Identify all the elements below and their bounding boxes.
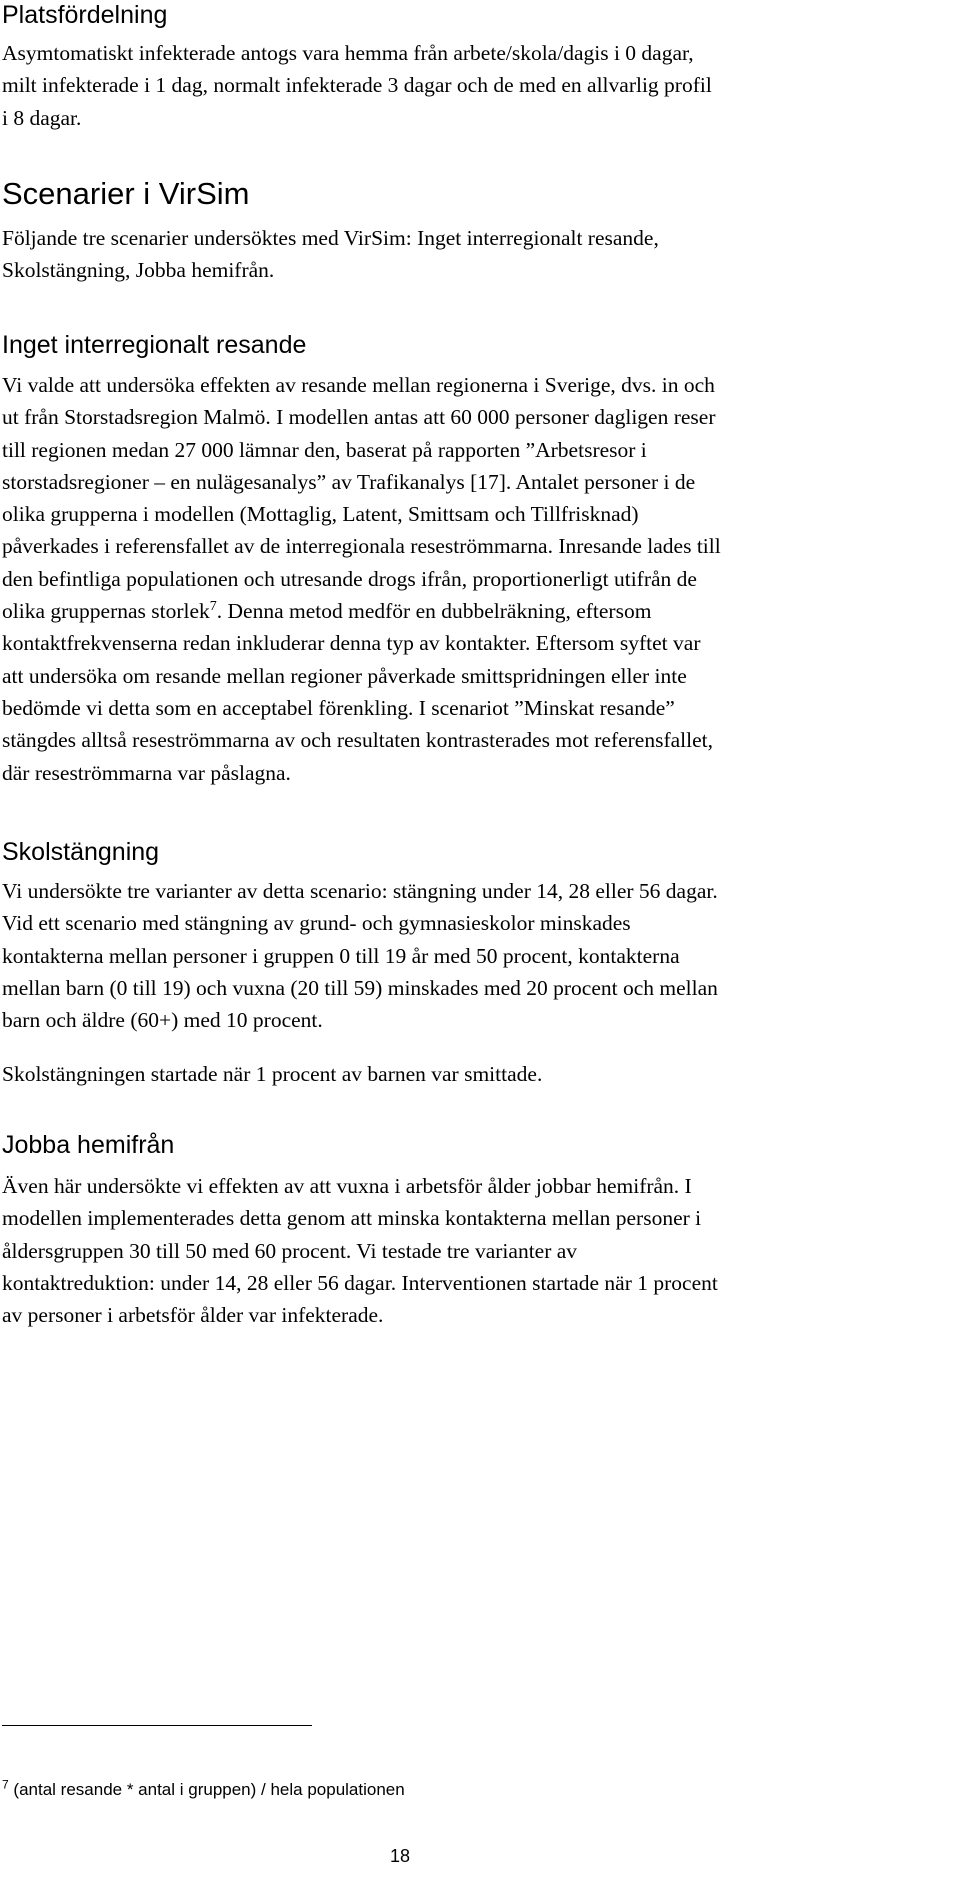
text-line: Skolstängning, Jobba hemifrån. — [2, 258, 275, 283]
text-line: där reseströmmarna var påslagna. — [2, 760, 291, 785]
text-line: Vi valde att undersöka effekten av resande mellan regionerna i Sverige, dvs. in och — [2, 373, 715, 397]
text-line: stängdes alltså reseströmmarna av och resultaten kontrasterades mot referensfallet, — [2, 728, 714, 753]
text-line: den befintliga populationen och utresande drogs ifrån, proportionerligt utifrån de — [2, 566, 697, 591]
paragraph-platsfordelning — [2, 37, 952, 134]
text-line: åldersgruppen 30 till 50 med 60 procent. Vi testade tre varianter av — [2, 1238, 578, 1263]
text-line: i 8 dagar. — [2, 105, 82, 130]
text-line: av personer i arbetsför ålder var infekterade. — [2, 1303, 384, 1328]
page-number: 18 — [389, 1846, 411, 1866]
text-line: Asymtomatiskt infekterade antogs vara hemma från arbete/skola/dagis i 0 dagar, — [2, 41, 694, 65]
section-heading-jobba-hemifran: Jobba hemifrån — [2, 1131, 175, 1159]
text-line: kontaktreduktion: under 14, 28 eller 56 dagar. Interventionen startade när 1 procent — [2, 1270, 718, 1295]
text-line: kontakterna mellan personer i gruppen 0 till 19 år med 50 procent, kontakterna — [2, 943, 680, 968]
text-fragment: . Denna metod medför en dubbelräkning, eftersom — [216, 599, 652, 624]
footnote-reference: 7 — [209, 598, 217, 614]
text-line: storstadsregioner – en nulägesanalys” av Trafikanalys [17]. Antalet personer i de — [2, 469, 696, 494]
text-line: ut från Storstadsregion Malmö. I modellen antas att 60 000 personer dagligen reser — [2, 405, 716, 430]
text-line: Vid ett scenario med stängning av grund- och gymnasieskolor minskades — [2, 911, 631, 936]
text-line: barn och äldre (60+) med 10 procent. — [2, 1008, 323, 1033]
text-line: påverkades i referensfallet av de interregionala reseströmmarna. Inresande lades till — [2, 534, 721, 559]
paragraph-jobba-hemifran — [2, 1170, 952, 1331]
paragraph-inget-interregionalt — [2, 369, 952, 789]
section-heading-skolstangning: Skolstängning — [2, 838, 160, 866]
footnote-text: (antal resande * antal i gruppen) / hela populationen — [13, 1780, 405, 1799]
text-line: Vi undersökte tre varianter av detta scenario: stängning under 14, 28 eller 56 dagar. — [2, 879, 718, 903]
section-heading-inget-interregionalt: Inget interregionalt resande — [2, 331, 307, 359]
text-line: till regionen medan 27 000 lämnar den, baserat på rapporten ”Arbetsresor i — [2, 437, 647, 462]
section-heading-platsfordelning: Platsfördelning — [2, 1, 168, 29]
text-line: milt infekterade i 1 dag, normalt infekterade 3 dagar och de med en allvarlig profil — [2, 73, 712, 98]
footnote-number: 7 — [2, 1777, 9, 1792]
paragraph-scenarier — [2, 222, 952, 287]
text-line: kontaktfrekvenserna redan inkluderar denna typ av kontakter. Eftersom syftet var — [2, 631, 701, 656]
paragraph-skolstangning-start: Skolstängningen startade när 1 procent av barnen var smittade. — [2, 1062, 543, 1086]
text-line: Följande tre scenarier undersöktes med VirSim: Inget interregionalt resande, — [2, 226, 659, 250]
text-line-with-footnote — [2, 595, 952, 627]
footnote — [2, 1777, 405, 1800]
paragraph-skolstangning — [2, 875, 952, 1036]
section-heading-scenarier: Scenarier i VirSim — [2, 176, 250, 211]
footnote-separator — [2, 1725, 312, 1726]
text-line: mellan barn (0 till 19) och vuxna (20 till 59) minskades med 20 procent och mellan — [2, 975, 718, 1000]
text-line: att undersöka om resande mellan regioner påverkade smittspridningen eller inte — [2, 663, 687, 688]
text-line: olika grupperna i modellen (Mottaglig, Latent, Smittsam och Tillfrisknad) — [2, 502, 639, 527]
text-line: bedömde vi detta som en acceptabel förenkling. I scenariot ”Minskat resande” — [2, 695, 675, 720]
text-line: modellen implementerades detta genom att minska kontakterna mellan personer i — [2, 1206, 702, 1231]
text-line: Även här undersökte vi effekten av att vuxna i arbetsför ålder jobbar hemifrån. I — [2, 1174, 692, 1198]
text-fragment: olika gruppernas storlek — [2, 599, 210, 624]
